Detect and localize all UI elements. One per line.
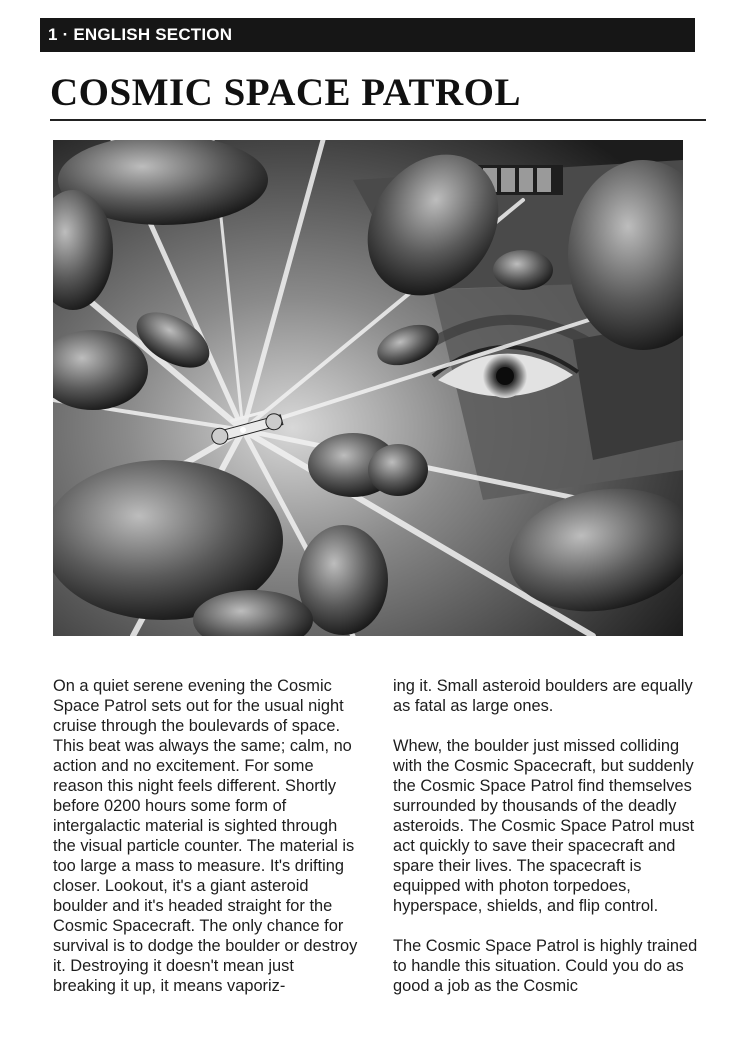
paragraph: The Cosmic Space Patrol is highly trained to handle this situation. Could you do as good a job as the Cosmic	[393, 937, 698, 995]
page-title: COSMIC SPACE PATROL	[50, 71, 522, 114]
section-header-bar	[40, 18, 695, 52]
paragraph: Whew, the boulder just missed colliding with the Cosmic Spacecraft, but suddenly the Cosmic Space Patrol find themselves surrounded by thousands of the deadly asteroids. The Cosmic Space Patrol must act quickly to save their spacecraft and spare their lives. The spacecraft is equipped with photon torpedoes, hyperspace, shields, and flip control.	[393, 737, 695, 915]
paragraph: On a quiet serene evening the Cosmic Space Patrol sets out for the usual night cruise through the boulevards of space. This beat was always the same; calm, no action and no excitement. For some reason this night feels different. Shortly before 0200 hours some form of intergalactic material is sighted through the visual particle counter. The material is too large a mass to measure. It's drifting closer. Lookout, it's a giant asteroid boulder and it's headed straight for the Cosmic Spacecraft. The only chance for survival is to dodge the boulder or destroy it. Destroying it doesn't mean just breaking it up, it means vaporiz-	[53, 677, 358, 995]
title-divider	[50, 119, 706, 121]
body-left-column	[53, 676, 358, 1016]
section-label: 1 · ENGLISH SECTION	[48, 25, 233, 44]
cover-illustration	[53, 140, 683, 636]
body-right-column	[393, 676, 705, 1016]
paragraph: ing it. Small asteroid boulders are equally as fatal as large ones.	[393, 677, 693, 715]
